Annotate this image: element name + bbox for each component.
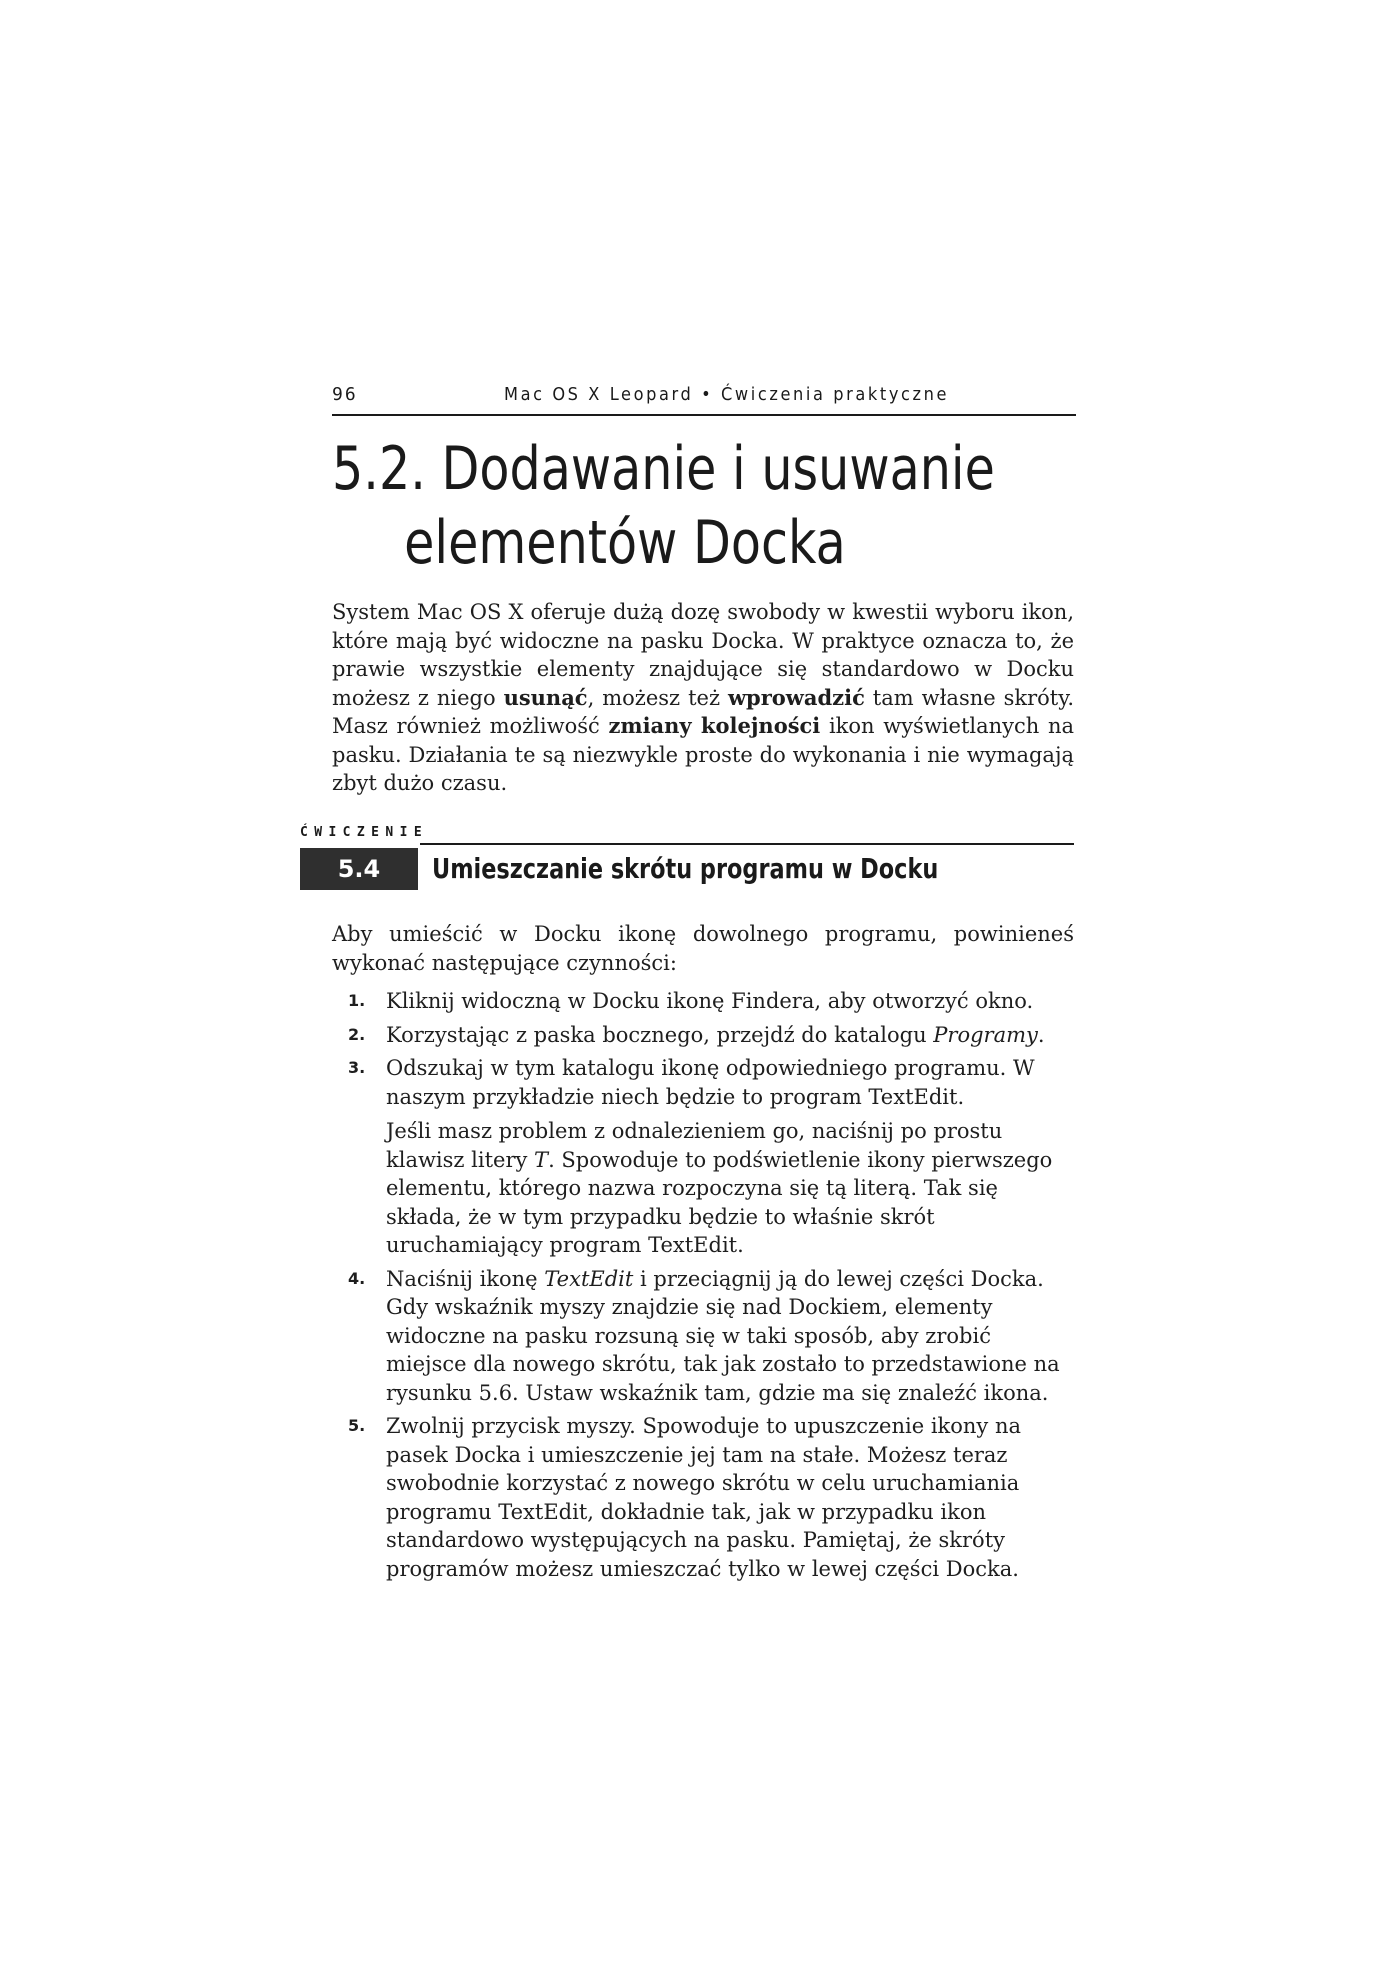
intro-bold-remove: usunąć [503,684,588,710]
step-italic-folder: Programy [933,1022,1038,1047]
step-italic-app: TextEdit [544,1266,634,1291]
step-note-italic: T [534,1147,549,1172]
section-heading [332,432,995,580]
intro-bold-add: wprowadzić [727,684,865,710]
step-text-after: i przeciągnij ją do lewej części Docka. Gdy wskaźnik myszy znajdzie się nad Dockiem, elementy widoczne na pasku rozsuną się w taki sposób, aby zrobić miejsce dla nowego skrótu, tak jak zostało to przedstawione na rysunku 5.6. Ustaw wskaźnik tam, gdzie ma się znaleźć ikona. [386,1266,1060,1405]
step-number: 3. [348,1058,366,1077]
book-title: Mac OS X Leopard • Ćwiczenia praktyczne [504,384,950,405]
step-note-before: Jeśli masz problem z odnalezieniem go, naciśnij po prostu klawisz litery [386,1119,1003,1172]
step-number: 4. [348,1268,366,1288]
step-text-after: . [1037,1022,1045,1047]
step-text [386,1265,1074,1408]
intro-bold-reorder: zmiany kolejności [608,713,821,738]
step-number: 5. [348,1416,366,1435]
page-number: 96 [332,384,358,405]
step-text-before: Korzystając z paska bocznego, przejdź do katalogu [386,1022,934,1047]
section-heading-line1: 5.2. Dodawanie i usuwanie [332,434,995,504]
intro-paragraph [332,598,1074,798]
exercise-label: ĆWICZENIE [300,825,429,840]
step-text: Zwolnij przycisk myszy. Spowoduje to upuszczenie ikony na pasek Docka i umieszczenie jej tam na stałe. Możesz teraz swobodnie korzystać z nowego skrótu w celu uruchamiania programu TextEdit, dokładnie tak, jak w przypadku ikon standardowo występujących na pasku. Pamiętaj, że skróty programów możesz umieszczać tylko w lewej części Docka. [386,1414,1022,1581]
exercise-title: Umieszczanie skrótu programu w Docku [432,852,939,885]
step-text-before: Naciśnij ikonę [386,1266,545,1291]
step-item [332,1054,1074,1260]
running-header [332,384,1076,416]
steps-list [332,987,1074,1588]
step-item [332,1021,1074,1050]
intro-text-4: ikon wyświetlanych na pasku. Działania te są niezwykle proste do wykonania i nie wymagają zbyt dużo czasu. [332,714,1075,795]
step-text: Odszukaj w tym katalogu ikonę odpowiedniego programu. W naszym przykładzie niech będzie to program TextEdit. [386,1056,1035,1109]
step-number: 2. [348,1024,366,1044]
intro-text-1: System Mac OS X oferuje dużą dozę swobody w kwestii wyboru ikon, które mają być widoczne na pasku Docka. W praktyce oznacza to, że prawie wszystkie elementy znajdujące się standardowo w Docku możesz z niego [332,600,1074,710]
exercise-lead: Aby umieścić w Docku ikonę dowolnego programu, powinieneś wykonać następujące czynności: [332,922,1074,975]
exercise-rule [420,843,1074,845]
exercise-number-badge: 5.4 [300,848,418,890]
step-number: 1. [348,991,366,1010]
section-heading-line2: elementów Docka [404,508,846,578]
step-note-after: . Spowoduje to podświetlenie ikony pierwszego elementu, którego nazwa rozpoczyna się tą literą. Tak się składa, że w tym przypadku będzie to właśnie skrót uruchamiający program TextEdit. [386,1147,1053,1257]
step-item [332,1265,1074,1408]
step-item [332,987,1074,1016]
intro-text-2: , możesz też [587,685,728,710]
step-text [386,1021,1074,1050]
step-note [386,1117,1074,1260]
step-item [332,1412,1074,1583]
intro-text-3: tam własne skróty. Masz również możliwość [332,685,1074,738]
step-text: Kliknij widoczną w Docku ikonę Findera, aby otworzyć okno. [386,989,1034,1013]
